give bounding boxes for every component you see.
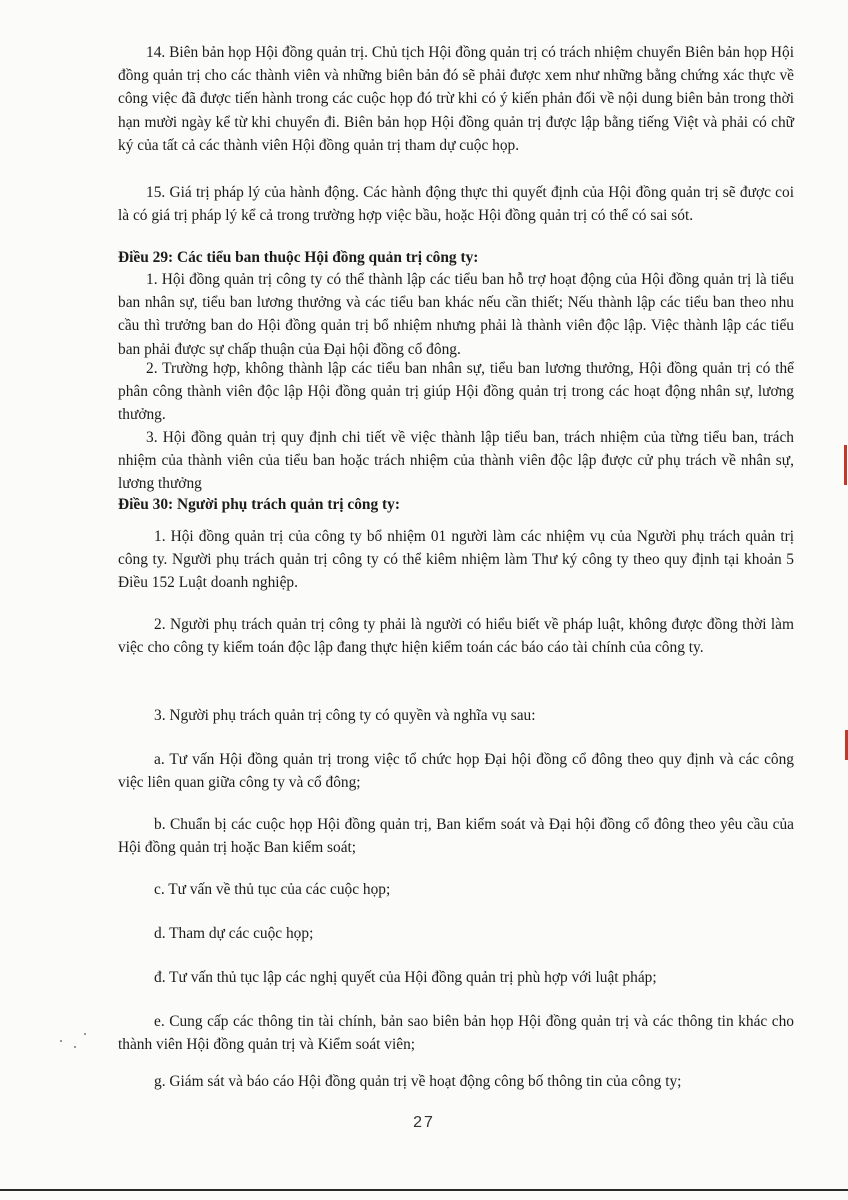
- article-30-clause-2: 2. Người phụ trách quản trị công ty phải là người có hiểu biết về pháp luật, không được đồng thời làm việc cho công ty kiểm toán độc lập đang thực hiện kiểm toán các báo cáo tài chính của công ty.: [118, 616, 794, 657]
- scan-bottom-edge: [0, 1189, 848, 1191]
- heading-article-30: Điều 30: Người phụ trách quản trị công ty:: [118, 496, 400, 513]
- article-30-item-b: b. Chuẩn bị các cuộc họp Hội đồng quản trị, Ban kiểm soát và Đại hội đồng cổ đông theo yêu cầu của Hội đồng quản trị hoặc Ban kiểm soát;: [118, 816, 794, 857]
- paragraph-15-legal-validity: 15. Giá trị pháp lý của hành động. Các hành động thực thi quyết định của Hội đồng quản trị sẽ được coi là có giá trị pháp lý kể cả trong trường hợp việc bầu, hoặc Hội đồng quản trị có thể có sai sót.: [118, 184, 794, 225]
- scan-speck: [60, 1040, 62, 1042]
- article-30-item-g: g. Giám sát và báo cáo Hội đồng quản trị về hoạt động công bố thông tin của công ty;: [154, 1073, 682, 1090]
- article-30-item-e: e. Cung cấp các thông tin tài chính, bản sao biên bản họp Hội đồng quản trị và các thông tin khác cho thành viên Hội đồng quản trị và Kiểm soát viên;: [118, 1013, 794, 1054]
- article-30-item-d: d. Tham dự các cuộc họp;: [154, 925, 314, 942]
- article-30-clause-1: 1. Hội đồng quản trị của công ty bổ nhiệm 01 người làm các nhiệm vụ của Người phụ trách quản trị công ty. Người phụ trách quản trị công ty có thể kiêm nhiệm làm Thư ký công ty theo quy định tại khoản 5 Điều 152 Luật doanh nghiệp.: [118, 528, 794, 592]
- scan-speck: [84, 1033, 86, 1035]
- article-29-clause-1: 1. Hội đồng quản trị công ty có thể thành lập các tiểu ban hỗ trợ hoạt động của Hội đồng quản trị là tiểu ban nhân sự, tiểu ban lương thưởng và các tiểu ban khác nếu cần thiết; Nếu thành lập các tiểu ban theo nhu cầu thì trưởng ban do Hội đồng quản trị bổ nhiệm nhưng phải là thành viên độc lập. Việc thành lập các tiểu ban phải được sự chấp thuận của Đại hội đồng cổ đông.: [118, 271, 794, 358]
- scan-speck: [74, 1046, 76, 1048]
- article-30-item-a: a. Tư vấn Hội đồng quản trị trong việc tổ chức họp Đại hội đồng cổ đông theo quy định và các công việc liên quan giữa công ty và cổ đông;: [118, 751, 794, 792]
- article-30-item-dd: đ. Tư vấn thủ tục lập các nghị quyết của Hội đồng quản trị phù hợp với luật pháp;: [154, 969, 657, 986]
- page-number: 27: [413, 1114, 435, 1131]
- scan-edge-mark: [844, 445, 847, 485]
- article-30-item-c: c. Tư vấn về thủ tục của các cuộc họp;: [154, 881, 391, 898]
- article-30-clause-3-intro: 3. Người phụ trách quản trị công ty có quyền và nghĩa vụ sau:: [154, 707, 536, 724]
- article-29-clause-3: 3. Hội đồng quản trị quy định chi tiết về việc thành lập tiểu ban, trách nhiệm của từng tiểu ban, trách nhiệm của thành viên của tiểu ban hoặc trách nhiệm của thành viên độc lập được cử phụ trách về nhân sự, lương thưởng: [118, 429, 794, 493]
- article-29-clause-2: 2. Trường hợp, không thành lập các tiểu ban nhân sự, tiểu ban lương thưởng, Hội đồng quản trị có thể phân công thành viên độc lập Hội đồng quản trị giúp Hội đồng quản trị trong các hoạt động nhân sự, lương thưởng.: [118, 360, 794, 424]
- heading-article-29: Điều 29: Các tiểu ban thuộc Hội đồng quản trị công ty:: [118, 249, 479, 266]
- paragraph-14-meeting-minutes: 14. Biên bản họp Hội đồng quản trị. Chủ tịch Hội đồng quản trị có trách nhiệm chuyển Biên bản họp Hội đồng quản trị cho các thành viên và những biên bản đó sẽ phải được xem như những bằng chứng xác thực về công việc đã được tiến hành trong các cuộc họp đó trừ khi có ý kiến phản đối về nội dung biên bản trong thời hạn mười ngày kể từ khi chuyển đi. Biên bản họp Hội đồng quản trị được lập bằng tiếng Việt và phải có chữ ký của tất cả các thành viên Hội đồng quản trị tham dự cuộc họp.: [118, 44, 794, 154]
